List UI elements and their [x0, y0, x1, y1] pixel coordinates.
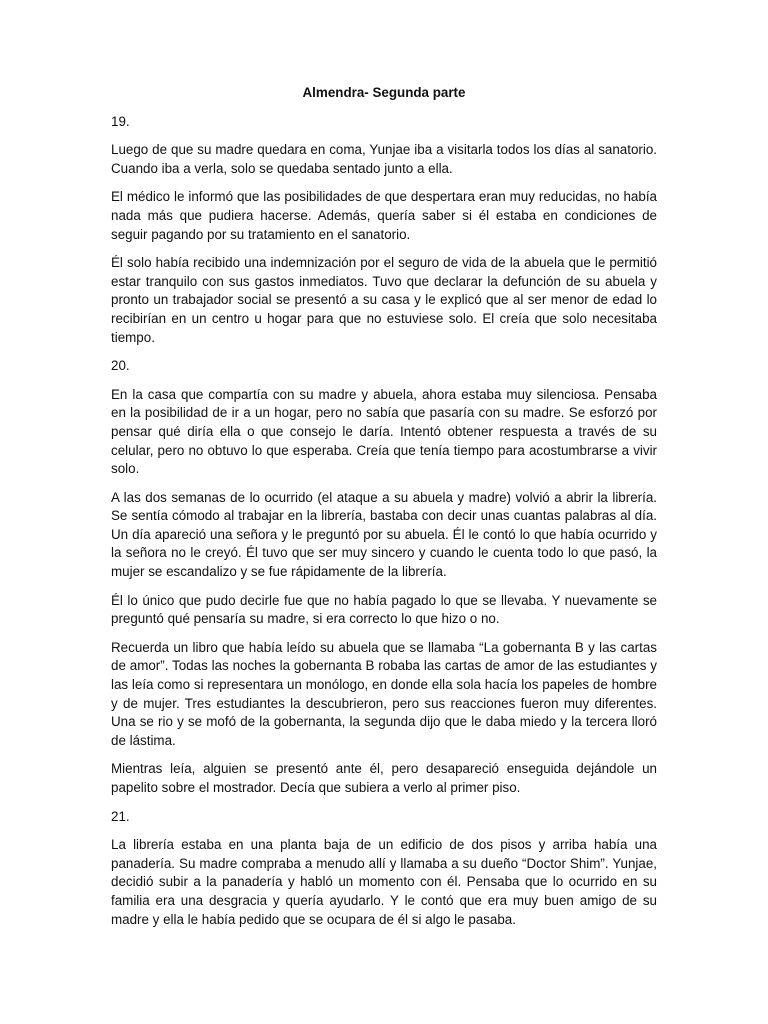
document-page: [111, 84, 657, 939]
paragraph: La librería estaba en una planta baja de un edificio de dos pisos y arriba había una panadería. Su madre compraba a menudo allí y llamaba a su dueño “Doctor Shim”. Yunjae, decidió subir a la panadería y habló un momento con él. Pensaba que lo ocurrido en su familia era una desgracia y quería ayudarlo. Y le contó que era muy buen amigo de su madre y ella le había pedido que se ocupara de él si algo le pasaba.: [111, 837, 657, 927]
paragraph: Él lo único que pudo decirle fue que no había pagado lo que se llevaba. Y nuevamente se preguntó qué pensaría su madre, si era correcto lo que hizo o no.: [111, 592, 657, 627]
paragraph: Recuerda un libro que había leído su abuela que se llamaba “La gobernanta B y las cartas de amor”. Todas las noches la gobernanta B robaba las cartas de amor de las estudiantes y las leía como si representara un monólogo, en donde ella sola hacía los papeles de hombre y de mujer. Tres estudiantes la descubrieron, pero sus reacciones fueron muy diferentes. Una se rio y se mofó de la gobernanta, la segunda dijo que le daba miedo y la tercera lloró de lástima.: [111, 639, 657, 748]
paragraph: Él solo había recibido una indemnización por el seguro de vida de la abuela que le permitió estar tranquilo con sus gastos inmediatos. Tuvo que declarar la defunción de su abuela y pronto un trabajador social se presentó a su casa y le explicó que al ser menor de edad lo recibirían en un centro u hogar para que no estuviese solo. El creía que solo necesitaba tiempo.: [111, 255, 657, 345]
paragraph: En la casa que compartía con su madre y abuela, ahora estaba muy silenciosa. Pensaba en la posibilidad de ir a un hogar, pero no sabía que pasaría con su madre. Se esforzó por pensar qué diría ella o que consejo le daría. Intentó obtener respuesta a través de su celular, pero no obtuvo lo que esperaba. Creía que tenía tiempo para acostumbrarse a vivir solo.: [111, 386, 657, 477]
paragraph: El médico le informó que las posibilidades de que despertara eran muy reducidas, no había nada más que pudiera hacerse. Además, quería saber si él estaba en condiciones de seguir pagando por su tratamiento en el sanatorio.: [111, 189, 657, 242]
paragraph: A las dos semanas de lo ocurrido (el ataque a su abuela y madre) volvió a abrir la librería. Se sentía cómodo al trabajar en la librería, bastaba con decir unas cuantas palabras al día. Un día apareció una señora y le preguntó por su abuela. Él le contó lo que había ocurrido y la señora no le creyó. Él tuvo que ser muy sincero y cuando le cuenta todo lo que pasó, la mujer se escandalizo y se fue rápidamente de la librería.: [111, 489, 657, 580]
paragraph: Mientras leía, alguien se presentó ante él, pero desapareció enseguida dejándole un papelito sobre el mostrador. Decía que subiera a verlo al primer piso.: [111, 761, 657, 795]
paragraph: Luego de que su madre quedara en coma, Yunjae iba a visitarla todos los días al sanatorio. Cuando iba a verla, solo se quedaba sentado junto a ella.: [111, 142, 657, 176]
section-number-20: 20.: [111, 358, 130, 374]
document-title: Almendra- Segunda parte: [302, 85, 466, 100]
section-number-19: 19.: [111, 113, 130, 129]
section-number-21: 21.: [111, 808, 130, 824]
